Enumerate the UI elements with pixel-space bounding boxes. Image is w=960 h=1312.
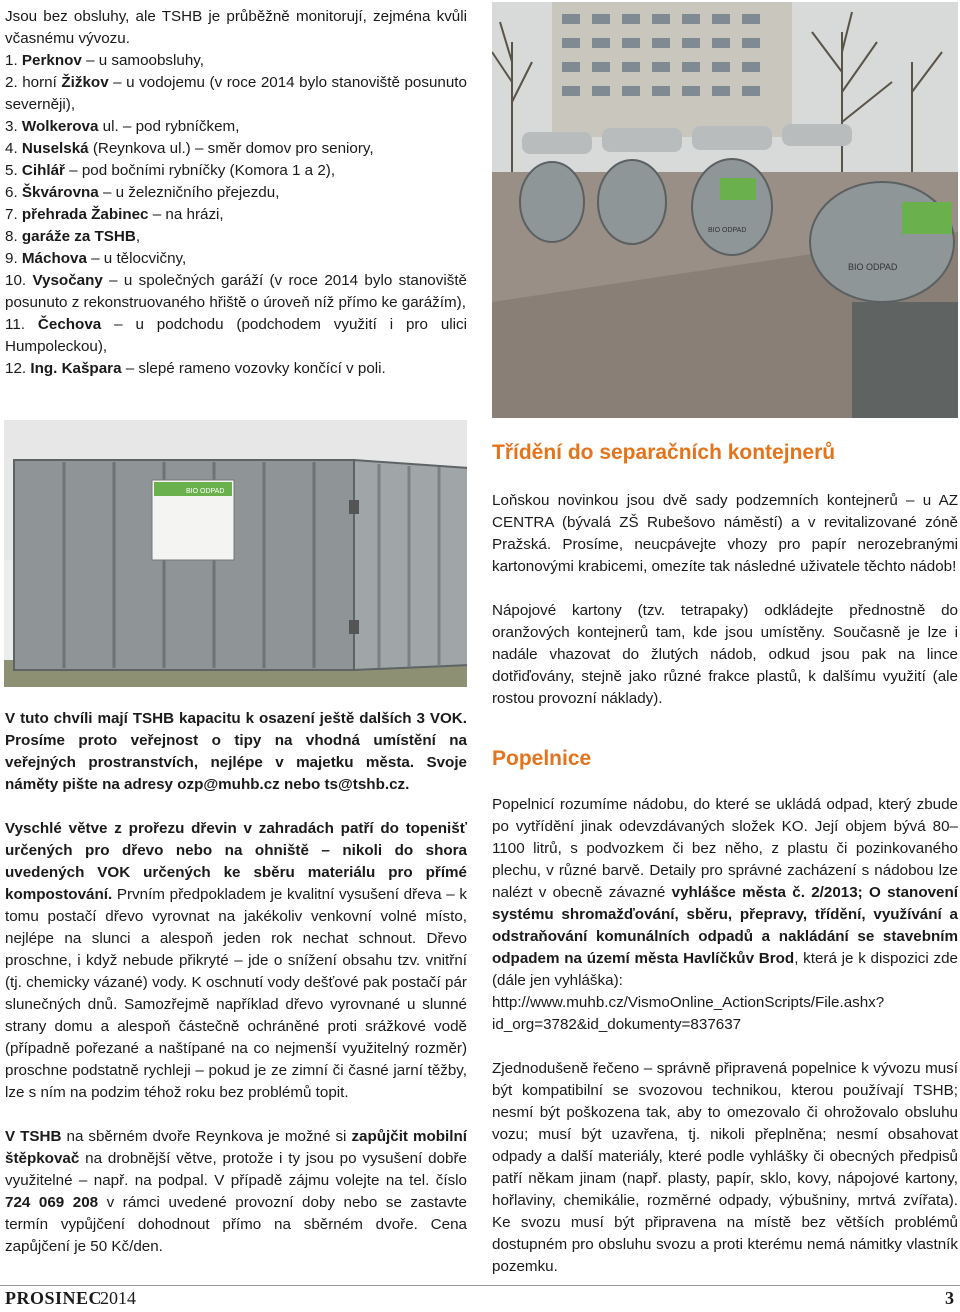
location-name: garáže za TSHB — [21, 228, 136, 245]
location-item — [5, 314, 467, 358]
location-description: – u železničního přejezdu, — [98, 184, 280, 201]
bins-paragraph-1 — [492, 794, 958, 992]
location-number: 6. — [5, 184, 18, 201]
location-item — [5, 50, 467, 72]
shredder-phone: 724 069 208 — [5, 1194, 99, 1211]
location-name: Cihlář — [21, 162, 65, 179]
location-description: – na hrázi, — [148, 206, 224, 223]
location-number: 2. horní — [5, 74, 57, 91]
location-description: – u samoobsluhy, — [81, 52, 204, 69]
location-name: Perknov — [21, 52, 82, 69]
location-name: Žižkov — [61, 74, 109, 91]
separation-paragraph-2: Nápojové kartony (tzv. tetrapaky) odkládejte přednostně do oranžových kontejnerů tam, kde jsou umístěny. Současně je lze i nadále vhazovat do žlutých nádob, odkud jsou pak na lince dotřiďovány, stejně jako různé frakce plastů, k dalšímu využití (ale rostou provozní náklady). — [492, 602, 958, 707]
separation-paragraph-1: Loňskou novinkou jsou dvě sady podzemních kontejnerů – u AZ CENTRA (bývalá ZŠ Rubešovo náměstí) a v revitalizované zóně Pražská. Prosíme, neucpávejte vhozy pro papír nerozebranými kartonovými krabicemi, omezíte tak následné uživatele těchto nádob! — [492, 492, 958, 575]
location-description: ul. – pod rybníčkem, — [98, 118, 240, 135]
branches-bold: Vyschlé větve z prořezu dřevin v zahradách patří do topenišť určených pro dřevo nebo na ohniště – nikoli do shora uvedených VOK určených ke sběru materiálu pro přímé kompostování. — [5, 820, 467, 903]
photo-underground-containers — [492, 2, 958, 418]
bins-url-1[interactable]: http://www.muhb.cz/VismoOnline_ActionScripts/File.ashx? — [492, 994, 885, 1011]
capacity-paragraph: V tuto chvíli mají TSHB kapacitu k osazení ještě dalších 3 VOK. Prosíme proto veřejnost o tipy na vhodná umístění na veřejných prostranstvích, nejlépe v majetku města. Svoje náměty pište na adresy ozp@muhb.cz nebo ts@tshb.cz. — [5, 710, 467, 793]
page-number: 3 — [945, 1288, 954, 1308]
shredder-t1: na sběrném dvoře Reynkova je možné si — [61, 1128, 352, 1145]
location-name: Máchova — [21, 250, 87, 267]
location-number: 12. — [5, 360, 27, 377]
location-name: Nuselská — [21, 140, 89, 157]
location-name: Čechova — [37, 316, 102, 333]
separation-heading: Třídění do separačních kontejnerů — [492, 441, 836, 464]
location-number: 1. — [5, 52, 18, 69]
sign-label: BIO ODPAD — [186, 488, 225, 495]
location-item — [5, 226, 467, 248]
capacity-section — [5, 708, 467, 1258]
location-number: 10. — [5, 272, 27, 289]
shredder-b1: V TSHB — [5, 1128, 62, 1145]
branches-text: Prvním předpokladem je kvalitní vysušení dřeva – k tomu postačí dřevo vyrovnat na jakékoliv venkovní volné místo, nejlépe na slunci a alespoň jeden rok nechat schnout. Dřevo proschne, i když nebude přikryté – jde o snížení obsahu tzv. vnitřní (tj. chemicky vázané) vody. K oschnutí vody dešťové pak postačí pár slunečných dnů. Samozřejmě například dřevo vyrovnané u slunné strany domu a alespoň částečně ochráněné proti srážkové vodě (případně pořezané a naštípané na co nejmenší využitelný rozměr) proschne podstatně rychleji – pokud je ze zimní či časné jarní těžby, lze s ním na podzim téhož roku bez problémů topit. — [5, 886, 467, 1101]
location-item — [5, 270, 467, 314]
shredder-t2: na drobnější větve, protože i ty jsou po vysušení dobře využitelné – např. na podpal. V případě zájmu volejte na tel. číslo — [5, 1150, 467, 1189]
bins-section — [492, 744, 958, 1278]
intro-text: Jsou bez obsluhy, ale TSHB je průběžně monitorují, zejména kvůli včasnému vývozu. — [5, 8, 467, 47]
location-item — [5, 358, 467, 380]
container-label-1: BIO ODPAD — [708, 227, 747, 234]
location-number: 3. — [5, 118, 18, 135]
location-description: – u podchodu (podchodem využití i pro ulici Humpoleckou), — [5, 316, 467, 355]
location-name: Škvárovna — [21, 184, 99, 201]
footer-month: PROSINEC — [5, 1288, 103, 1308]
location-description: – u společných garáží (v roce 2014 bylo stanoviště posunuto z rekonstruovaného hřiště o úroveň níž přímo ke garážím), — [5, 272, 467, 311]
location-name: Wolkerova — [21, 118, 99, 135]
location-description: – u vodojemu (v roce 2014 bylo stanoviště posunuto severněji), — [5, 74, 467, 113]
location-item — [5, 72, 467, 116]
location-item — [5, 182, 467, 204]
bins-heading: Popelnice — [492, 747, 592, 770]
location-item — [5, 204, 467, 226]
location-item — [5, 160, 467, 182]
container-sign-green — [720, 178, 756, 200]
location-description: – pod bočními rybníčky (Komora 1 a 2), — [64, 162, 336, 179]
intro-section — [5, 6, 467, 380]
location-name: přehrada Žabinec — [21, 206, 149, 223]
bins-text-2: , která je k dispozici zde (dále jen vyhláška): — [492, 950, 958, 989]
bins-url-2[interactable]: id_org=3782&id_dokumenty=837637 — [492, 1016, 742, 1033]
bins-text-1: Popelnicí rozumíme nádobu, do které se ukládá odpad, který zbude po vytřídění jinak odevzdávaných složek KO. Její objem bývá 80–1100 litrů, s podvozkem či bez něho, z plastu či pozinkovaného plechu, v různé barvě. Detaily pro správné zacházení s nádobou lze nalézt v obecně závazné — [492, 796, 958, 901]
location-list — [5, 50, 467, 380]
footer-year: 2014 — [100, 1288, 136, 1308]
shredder-paragraph — [5, 1126, 467, 1258]
location-name: Ing. Kašpara — [30, 360, 122, 377]
location-number: 9. — [5, 250, 18, 267]
location-description: (Reynkova ul.) – směr domov pro seniory, — [88, 140, 374, 157]
location-item — [5, 248, 467, 270]
page-footer — [0, 1285, 960, 1312]
location-number: 5. — [5, 162, 18, 179]
location-description: , — [135, 228, 141, 245]
shredder-t3: v rámci uvedené provozní doby nebo se zastavte termín vypůjčení dohodnout přímo na sběrném dvoře. Cena zapůjčení je 50 Kč/den. — [5, 1194, 467, 1255]
separation-section — [492, 438, 958, 710]
open-container-illustration — [4, 420, 467, 687]
location-number: 11. — [5, 316, 25, 333]
bins-regulation: vyhlášce města č. 2/2013; O stanovení systému shromažďování, sběru, přepravy, třídění, využívání a odstraňování komunálních odpadů a nakládání se stavebním odpadem na území města Havlíčkův Brod — [492, 884, 958, 967]
branches-paragraph — [5, 818, 467, 1104]
location-description: – slepé rameno vozovky končící v poli. — [121, 360, 386, 377]
bins-paragraph-2: Zjednodušeně řečeno – správně připravená popelnice k vývozu musí být kompatibilní se svozovou technikou, kterou používají TSHB; nesmí být poškozena tak, aby to omezovalo či ohrožovalo obsluhu vozu; musí být uzavřena, tj. nikoli přeplněna; nesmí obsahovat odpady a další materiály, které podle vyhlášky či obecných předpisů patří někam jinam (např. plasty, papír, sklo, kovy, nápojové kartony, hořlaviny, chemikálie, rozměrné odpady, výbušniny, mrtvá zvířata). Ke svozu musí být připravena na místě bez větších problémů dostupném pro obsluhu svozu a proti kterému nemá námitky vlastník pozemku. — [492, 1060, 958, 1275]
location-item — [5, 138, 467, 160]
containers-illustration — [492, 2, 958, 418]
location-number: 8. — [5, 228, 18, 245]
location-number: 4. — [5, 140, 18, 157]
location-description: – u tělocvičny, — [86, 250, 187, 267]
location-item — [5, 116, 467, 138]
container-sign-green-2 — [902, 202, 952, 234]
location-number: 7. — [5, 206, 18, 223]
shredder-b2: zapůjčit mobilní štěpkovač — [5, 1128, 467, 1167]
location-name: Vysočany — [32, 272, 103, 289]
container-label-2: BIO ODPAD — [848, 262, 898, 272]
photo-open-container — [4, 420, 467, 687]
